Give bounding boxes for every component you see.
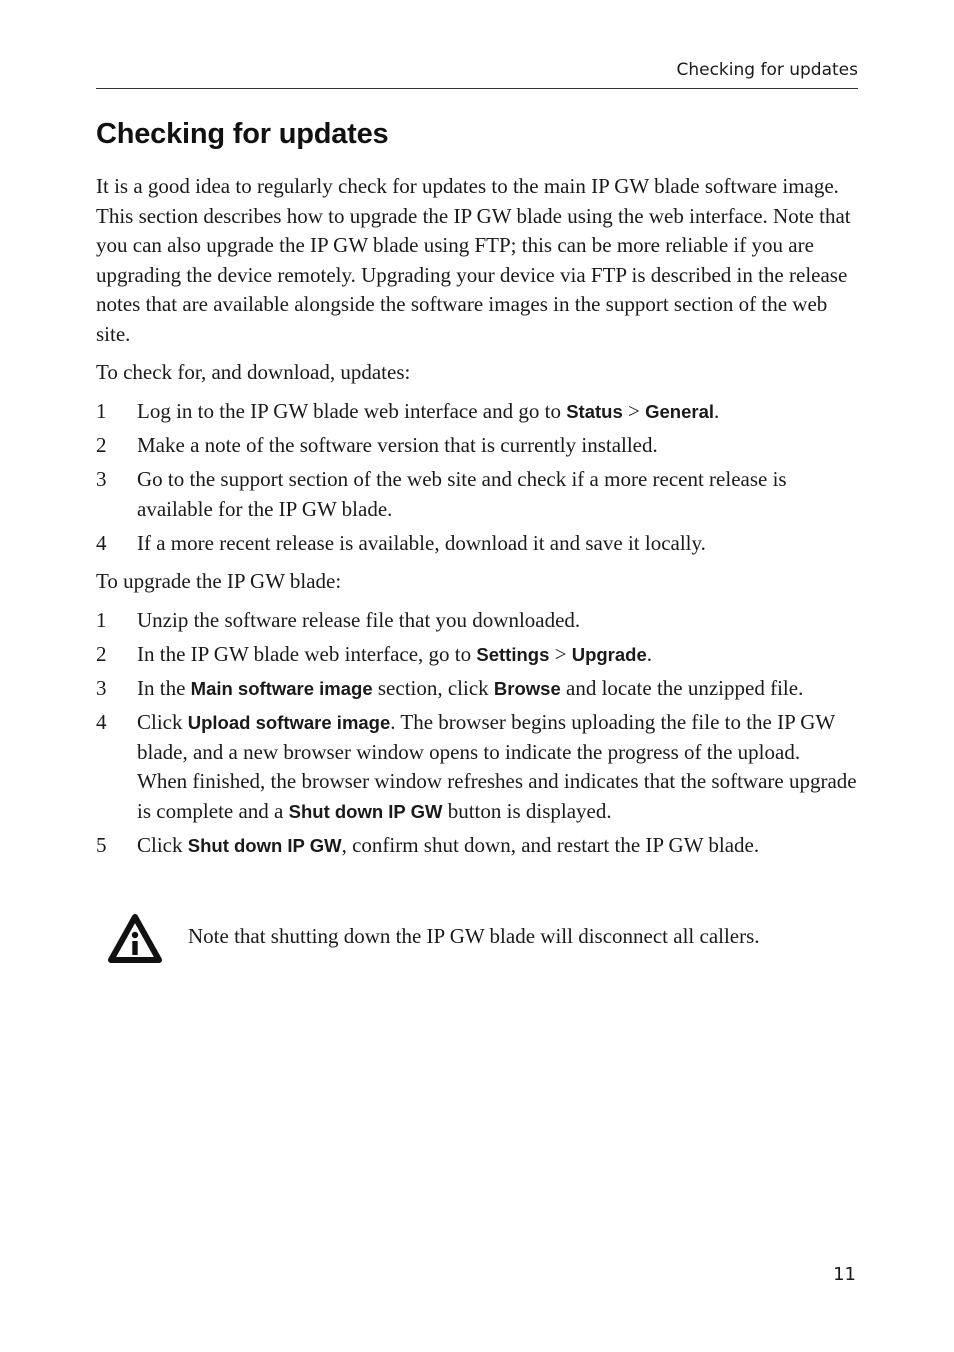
step-text: button is displayed. (442, 798, 612, 823)
step-text: section, click (372, 676, 494, 700)
step-text: Click (137, 832, 188, 857)
list-item (96, 431, 864, 461)
step-number: 4 (96, 710, 107, 734)
note-text: Note that shutting down the IP GW blade will disconnect all callers. (188, 924, 760, 948)
step-text: If a more recent release is available, download it and save it locally. (137, 530, 706, 555)
step-text: In the IP GW blade web interface, go to (137, 642, 477, 666)
intro-paragraph: It is a good idea to regularly check for updates to the main IP GW blade software image. This section describes how to upgrade the IP GW blade using the web interface. Note that you can also upgrade the IP GW blade using FTP; this can be more reliable if you are upgrading the device remotely. Upgrading your device via FTP is described in the release notes that are available alongside the software images in the support section of the web site. (96, 174, 851, 346)
check-lead: To check for, and download, updates: (96, 360, 411, 384)
ui-term: Upload software image (187, 712, 391, 733)
step-text: . The browser begins uploading the file to the IP GW blade, and a new browser window opens to indicate the progress of the upload. (137, 710, 835, 764)
ui-term: Main software image (190, 678, 373, 699)
upgrade-steps-list (96, 606, 864, 865)
list-item (96, 674, 864, 704)
list-item (96, 397, 864, 427)
list-item (96, 640, 864, 670)
list-item (96, 708, 864, 826)
page-number: 11 (833, 1264, 856, 1285)
page-title: Checking for updates (96, 118, 389, 150)
list-item (96, 465, 864, 524)
step-number: 2 (96, 433, 107, 457)
list-item (96, 831, 864, 861)
step-text: Make a note of the software version that is currently installed. (137, 433, 658, 457)
step-text: In the (137, 676, 191, 700)
ui-term: Settings (476, 644, 550, 665)
step-text: > (622, 399, 646, 423)
step-number: 2 (96, 642, 107, 666)
list-item (96, 606, 864, 636)
step-number: 5 (96, 832, 107, 857)
ui-term: Status (566, 401, 623, 422)
ui-term: Upgrade (571, 644, 647, 665)
ui-term: Shut down IP GW (288, 800, 443, 822)
ui-term: Browse (493, 678, 561, 699)
step-number: 4 (96, 530, 107, 555)
step-text: Go to the support section of the web site and check if a more recent release is available for the IP GW blade. (137, 467, 787, 521)
step-text: When finished, the browser window refreshes and indicates that the software upgrade is complete and a (137, 769, 857, 823)
check-steps-list (96, 397, 864, 563)
step-number: 1 (96, 399, 107, 423)
step-number: 3 (96, 676, 107, 700)
step-text: and locate the unzipped file. (560, 676, 804, 700)
step-text: > (549, 642, 572, 666)
ui-term: Shut down IP GW (187, 834, 342, 856)
step-text: . (714, 399, 720, 423)
upgrade-lead: To upgrade the IP GW blade: (96, 569, 342, 593)
step-text: Log in to the IP GW blade web interface and go to (137, 399, 567, 423)
step-number: 1 (96, 608, 107, 632)
step-text: . (646, 642, 653, 666)
step-text: Unzip the software release file that you downloaded. (137, 608, 581, 632)
step-number: 3 (96, 467, 107, 491)
running-header: Checking for updates (96, 58, 858, 89)
ui-term: General (645, 401, 715, 422)
warning-icon (106, 912, 164, 966)
step-text: Click (137, 710, 188, 734)
note-callout (106, 912, 866, 968)
step-text: , confirm shut down, and restart the IP GW blade. (341, 832, 760, 857)
list-item (96, 529, 864, 559)
